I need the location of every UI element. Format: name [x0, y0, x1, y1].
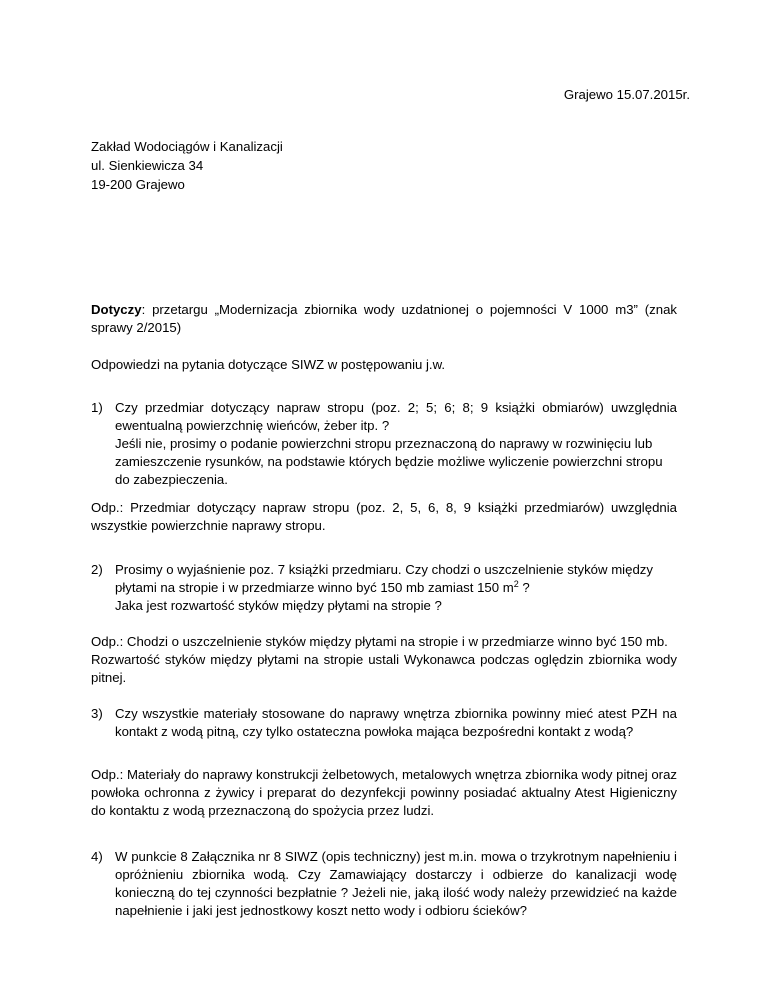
address-line-2: ul. Sienkiewicza 34 [91, 158, 204, 173]
question-1-followup: Jeśli nie, prosimy o podanie powierzchni stropu przeznaczoną do naprawy w rozwinięciu lub zamieszczenie rysunków, na podstawie których będzie możliwe wyliczenie powierzchni stropu do zabezpieczenia. [115, 436, 663, 487]
question-2-text: Prosimy o wyjaśnienie poz. 7 książki przedmiaru. Czy chodzi o uszczelnienie styków między płytami na stropie i w przedmiarze winno być 150 mb zamiast 150 $m^2$ ? [115, 562, 653, 595]
address-line-3: 19-200 Grajewo [91, 177, 185, 192]
question-2-number: 2) [91, 562, 103, 577]
answer-2 [91, 633, 677, 687]
subject-text: : przetargu „Modernizacja zbiornika wody uzdatnionej o pojemności V 1000 m3” (znak sprawy 2/2015) [91, 302, 677, 335]
subject-paragraph [91, 301, 677, 337]
answer-2-line-1: Odp.: Chodzi o uszczelnienie styków między płytami na stropie i w przedmiarze winno być 150 mb. [91, 634, 668, 649]
answer-3: Odp.: Materiały do naprawy konstrukcji żelbetowych, metalowych wnętrza zbiornika wody pitnej oraz powłoka ochronna z żywicy i preparat do dezynfekcji powinny posiadać aktualny Atest Higieniczny do kontaktu z wodą przeznaczoną do spożycia przez ludzi. [91, 767, 677, 818]
document-date: Grajewo 15.07.2015r. [563, 87, 690, 102]
question-2-followup: Jaka jest rozwartość styków między płytami na stropie ? [115, 598, 442, 613]
answer-2-line-2: Rozwartość styków między płytami na stropie ustali Wykonawca podczas oględzin zbiornika wody pitnej. [91, 652, 677, 685]
recipient-address [91, 138, 283, 195]
subject-label: Dotyczy [91, 302, 142, 317]
question-2 [91, 561, 677, 615]
intro-paragraph: Odpowiedzi na pytania dotyczące SIWZ w postępowaniu j.w. [91, 357, 446, 372]
question-3-text: Czy wszystkie materiały stosowane do naprawy wnętrza zbiornika powinny mieć atest PZH na kontakt z wodą pitną, czy tylko ostateczna powłoka mająca bezpośredni kontakt z wodą? [115, 706, 677, 739]
question-4 [91, 848, 677, 920]
question-1-number: 1) [91, 400, 103, 415]
address-line-1: Zakład Wodociągów i Kanalizacji [91, 139, 283, 154]
superscript-2: 2 [513, 579, 519, 589]
question-1 [91, 399, 677, 489]
question-4-number: 4) [91, 849, 103, 864]
answer-1: Odp.: Przedmiar dotyczący napraw stropu (poz. 2, 5, 6, 8, 9 książki przedmiarów) uwzględnia wszystkie powierzchnie naprawy stropu. [91, 500, 677, 533]
question-3 [91, 705, 677, 741]
question-3-number: 3) [91, 706, 103, 721]
question-1-text: Czy przedmiar dotyczący napraw stropu (poz. 2; 5; 6; 8; 9 książki obmiarów) uwzględnia ewentualną powierzchnię wieńców, żeber itp. ? [115, 400, 677, 433]
question-4-text: W punkcie 8 Załącznika nr 8 SIWZ (opis techniczny) jest m.in. mowa o trzykrotnym napełnieniu i opróżnieniu zbiornika wodą. Czy Zamawiający dostarczy i odbierze do kanalizacji wodę konieczną do tej czynności bezpłatnie ? Jeżeli nie, jaką ilość wody należy przewidzieć na każde napełnienie i jaki jest jednostkowy koszt netto wody i odbioru ścieków? [115, 849, 677, 918]
